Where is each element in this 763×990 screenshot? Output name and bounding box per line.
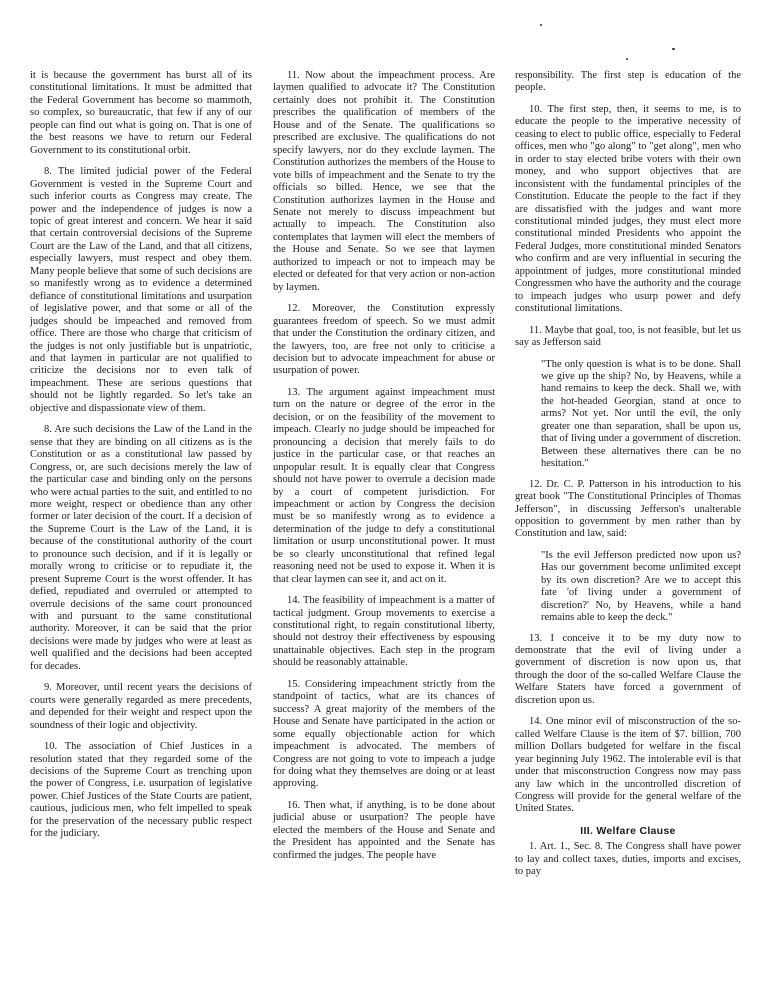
paragraph: 10. The association of Chief Justices in a resolution stated that they regarded some of the decisions of the Supreme Court as trenching upon the power of Congress, i.e. usurpation of legislative power. Chief Justices of the State Courts are patient, cautious, judicious men, who felt impelled to speak for the preservation of the necessary public respect for the judiciary. xyxy=(30,741,252,840)
print-speck xyxy=(672,48,675,50)
section-heading: III. Welfare Clause xyxy=(580,824,676,837)
paragraph: 14. One minor evil of misconstruction of the so-called Welfare Clause is the item of $7. billion, 700 million Dollars budgeted for welfare in the fiscal year beginning July 1962. The intolerable evil is that under that misconstruction Congress now may pass any law which in the uncontrolled discretion of Congress will provide for the general welfare of the United States. xyxy=(515,716,741,815)
paragraph: 11. Now about the impeachment process. Are laymen qualified to advocate it? The Constitution certainly does not prohibit it. The Constitution prescribes the qualification of members of the House and of the Senate. The qualifications so prescribed are exclusive. The qualifications do not specify lawyers, nor do they exclude laymen. The Constitution authorizes the members of the House to vote bills of impeachment and the Senate to try the officials so billed. Hence, we see that the Constitution authorizes laymen in the House and Senate not merely to discuss impeachment but actually to impeach. The Constitution also contemplates that laymen will elect the members of the House and Senate. So we see that laymen authorized to impeach or not to impeach may be elected or defeated for that very action or non-action by laymen. xyxy=(273,70,495,293)
paragraph: 13. I conceive it to be my duty now to demonstrate that the evil of living under a government of discretion is now upon us, that through the door of the so-called Welfare Clause the Welfare Staters have forced a government of discretion upon us. xyxy=(515,632,741,706)
paragraph: 11. Maybe that goal, too, is not feasible, but let us say as Jefferson said xyxy=(515,324,741,349)
block-quote: "The only question is what is to be done. Shall we give up the ship? No, by Heavens, while a hand remains to keep the deck. Shall we, with the hot-headed Georgian, stand at once to arms? Not yet. Nor until the evil, the only greater one than separation, shall be upon us, that of living under a government of discretion. Between these alternatives there can be no hesitation." xyxy=(541,358,741,470)
paragraph: 10. The first step, then, it seems to me, is to educate the people to the imperative necessity of ceasing to elect to public office, especially to Federal offices, men who "go along" to "get along", men who in order to stay elected bribe voters with their own money, and who support objectives that are inconsistent with the fundamental principles of the Constitution. Educate the people to the fact if they are dissatisfied with the judges and want more constitutional minded judges, they must elect more constitutional minded Presidents who appoint the Federal Judges, more constitutional minded Senators who confirm and are very influential in securing the appointment of judges, more constitutional minded Congressmen who have the authority and the courage to impeach judges who usurp power and defy constitutional limitations. xyxy=(515,103,741,315)
continued-paragraph: it is because the government has burst all of its constitutional limitations. It must be admitted that the Federal Government has become so mammoth, so complex, so bureaucratic, that few if any of our people can find out what is going on. That is one of the best reasons we have to return our Federal Government to its constitutional orbit. xyxy=(30,70,252,156)
print-speck xyxy=(540,24,542,26)
paragraph: 8. The limited judicial power of the Federal Government is vested in the Supreme Court and such inferior courts as Congress may create. The power and the independence of judges is now a topic of great interest and concern. We hear it said that certain controversial decisions of the Supreme Court are the Law of the Land, and that all citizens, especially lawyers, must respect and obey them. Many people believe that some of such decisions are so manifestly wrong as to evidence a determined defiance of constitutional limitations and usurpation of legislative power, and that some or all of the judges should be impeached and removed from office. There are those who charge that criticism of the judges is not only justifiable but is unpatriotic, and that laymen in particular are not qualified to criticize the decisions nor to even talk of impeachment. These are serious questions that should not be lightly regarded. So let's take an objective and dispassionate view of them. xyxy=(30,166,252,414)
continued-paragraph: responsibility. The first step is education of the people. xyxy=(515,70,741,94)
block-quote: "Is the evil Jefferson predicted now upon us? Has our government become unlimited except by its own discretion? Are we to accept this fate 'of living under a government of discretion?' No, by Heavens, while a hand remains able to keep the deck." xyxy=(541,549,741,624)
paragraph: 8. Are such decisions the Law of the Land in the sense that they are binding on all citizens as is the Constitution or as a constitutional law passed by Congress, or, are such decisions merely the law of the particular case and binding only on the persons who were actual parties to the suit, and entitled to no more weight, respect or obedience than any other former or later decision of the court. If a decision of the Supreme Court is the Law of the Land, it is because of the constitutional authority of the court to pronounce such decision, and if it is legally or morally wrong to criticise or to repudiate it, the present Supreme Court is the worst offender. It has defied, repudiated and overruled or attempted to overrule decisions of the same court pronounced with and pursuant to the same constitutional authority. Moreover, it can be said that the prior decisions were made by judges who were at least as well qualified and the decisions had been accepted for decades. xyxy=(30,424,252,672)
print-speck xyxy=(626,58,628,60)
paragraph: 15. Considering impeachment strictly from the standpoint of tactics, what are its chances of success? A great majority of the members of the House and Senate have participated in the action or some equally objectionable action for which impeachment is advocated. The members of Congress are not going to vote to impeach a judge for doing what they themselves are doing or at least approving. xyxy=(273,678,495,790)
paragraph: 12. Moreover, the Constitution expressly guarantees freedom of speech. So we must admit that under the Constitution the ordinary citizen, and the lawyers, too, are free not only to criticise a decision but to advocate impeachment for abuse or usurpation of power. xyxy=(273,303,495,377)
paragraph: 9. Moreover, until recent years the decisions of courts were generally regarded as mere precedents, and depended for their weight and respect upon the soundness of their logic and objectivity. xyxy=(30,682,252,731)
paragraph: 12. Dr. C. P. Patterson in his introduction to his great book "The Constitutional Principles of Thomas Jefferson", in discussing Jefferson's unalterable opposition to government by men rather than by Constitution and law, said: xyxy=(515,478,741,540)
text-column-3 xyxy=(515,70,741,888)
paragraph: 13. The argument against impeachment must turn on the nature or degree of the error in the decision, or on the feasibility of the movement to impeach. Clearly no judge should be impeached for pronouncing a decision that merely fails to do justice in the particular case, or that reaches an unpopular result. It is equally clear that Congress should not have power to overrule a decision made by a court of competent jurisdiction. For impeachment or action by Congress the decision must be so manifestly wrong as to evidence a determination of the judge to defy a constitutional limitation or usurp unconstitutional power. It must be so clearly unconstitutional that refined legal reasoning need not be used to expose it. When it is that clear laymen can see it, and act on it. xyxy=(273,386,495,585)
paragraph: 14. The feasibility of impeachment is a matter of tactical judgment. Group movements to exercise a constitutional right, to regain constitutional liberty, should not destroy their effectiveness by espousing unattainable objectives. Each step in the program should be reasonably attainable. xyxy=(273,595,495,669)
paragraph: 1. Art. 1., Sec. 8. The Congress shall have power to lay and collect taxes, duties, imports and excises, to pay xyxy=(515,841,741,878)
text-column-2 xyxy=(273,70,495,871)
paragraph: 16. Then what, if anything, is to be done about judicial abuse or usurpation? The people have elected the members of the House and Senate and the President has appointed and the Senate has confirmed the judges. The people have xyxy=(273,799,495,861)
text-column-1 xyxy=(30,70,252,850)
